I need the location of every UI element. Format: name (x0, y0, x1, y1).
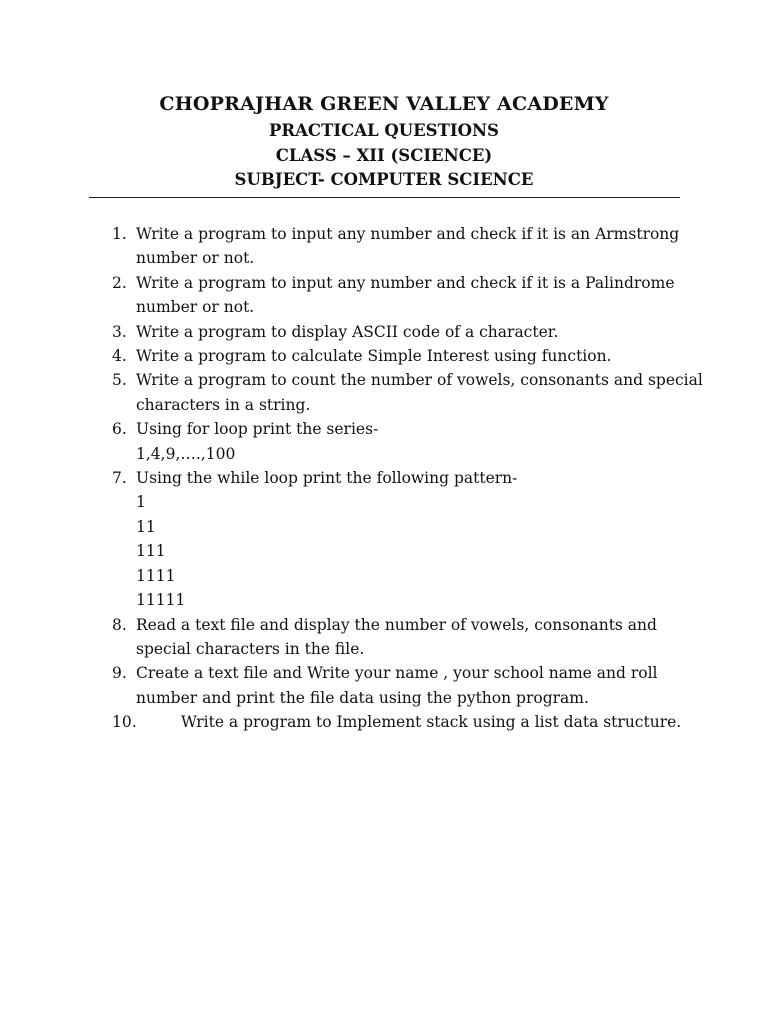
question-text: Write a program to input any number and check if it is a Palindrome (136, 273, 675, 292)
pattern-line: 111 (136, 542, 166, 561)
question-item (0, 417, 768, 466)
question-number: 6. (112, 420, 127, 439)
question-item (0, 466, 768, 612)
question-item (0, 710, 768, 734)
question-number: 5. (112, 371, 127, 390)
question-number: 7. (112, 469, 127, 488)
question-text: Write a program to calculate Simple Interest using function. (136, 347, 612, 366)
series-text: 1,4,9,….,100 (136, 444, 236, 463)
question-text: Using the while loop print the following pattern- (136, 469, 518, 488)
question-text: Read a text file and display the number of vowels, consonants and (136, 615, 657, 634)
question-text: Using for loop print the series- (136, 420, 379, 439)
question-text: number or not. (136, 298, 255, 317)
question-text: Write a program to input any number and check if it is an Armstrong (136, 225, 680, 243)
question-number: 1. (112, 225, 127, 243)
question-text: special characters in the file. (136, 639, 365, 658)
question-item (0, 368, 768, 417)
question-item (0, 271, 768, 320)
question-text: Write a program to count the number of vowels, consonants and special (136, 371, 703, 390)
subject-heading: SUBJECT- COMPUTER SCIENCE (234, 170, 534, 189)
question-item (0, 344, 768, 368)
question-text: number or not. (136, 249, 255, 268)
pattern-line: 11 (136, 517, 156, 536)
pattern-line: 11111 (136, 591, 186, 610)
question-text: number and print the file data using the python program. (136, 688, 589, 707)
class-heading: CLASS – XII (SCIENCE) (275, 146, 493, 165)
question-number: 8. (112, 615, 127, 634)
school-title: CHOPRAJHAR GREEN VALLEY ACADEMY (159, 93, 609, 115)
question-item (0, 320, 768, 344)
question-number: 2. (112, 273, 127, 292)
document-heading: PRACTICAL QUESTIONS (269, 121, 499, 140)
question-number: 4. (112, 347, 127, 366)
question-text: characters in a string. (136, 395, 311, 414)
question-list (0, 222, 768, 735)
pattern-line: 1 (136, 493, 146, 512)
question-item (0, 222, 768, 271)
header-divider (89, 197, 680, 198)
question-text: Write a program to display ASCII code of a character. (136, 322, 559, 341)
question-item (0, 661, 768, 710)
pattern-line: 1111 (136, 566, 176, 585)
question-text: Write a program to Implement stack using a list data structure. (181, 713, 682, 732)
question-item (0, 613, 768, 662)
question-number: 3. (112, 322, 127, 341)
question-number: 9. (112, 664, 127, 683)
question-number: 10. (112, 713, 137, 732)
question-text: Create a text file and Write your name , your school name and roll (136, 664, 658, 683)
